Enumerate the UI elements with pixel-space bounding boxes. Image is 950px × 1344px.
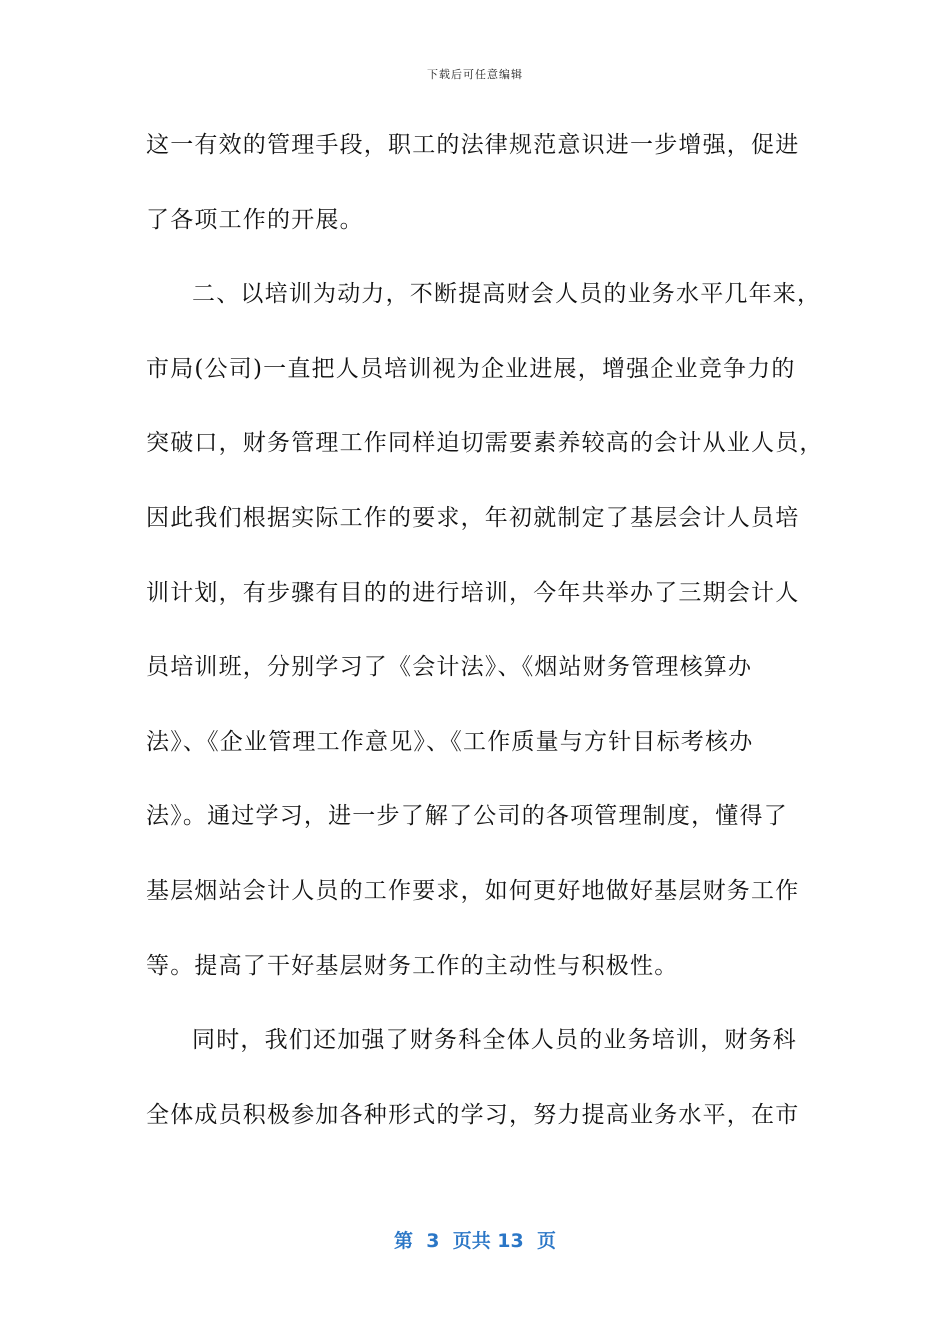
paragraph-start-line: 二、以培训为动力，不断提高财会人员的业务水平几年来，	[192, 281, 822, 308]
text-line: 员培训班，分别学习了《会计法》、《烟站财务管理核算办	[146, 654, 753, 681]
page-header: 下载后可任意编辑	[427, 68, 523, 81]
text-line: 了各项工作的开展。	[146, 206, 364, 233]
text-line: 因此我们根据实际工作的要求，年初就制定了基层会计人员培	[146, 504, 800, 531]
paragraph-start-line: 同时，我们还加强了财务科全体人员的业务培训，财务科	[192, 1027, 797, 1054]
document-body	[146, 119, 824, 1163]
text-line: 突破口，财务管理工作同样迫切需要素养较高的会计从业人员，	[146, 430, 824, 457]
text-line: 这一有效的管理手段，职工的法律规范意识进一步增强，促进	[146, 132, 800, 158]
text-line: 全体成员积极参加各种形式的学习，努力提高业务水平，在市	[146, 1101, 800, 1128]
text-line: 法》、《企业管理工作意见》、《工作质量与方针目标考核办	[146, 728, 754, 755]
page-number-footer: 第 3 页共 13 页	[394, 1230, 556, 1252]
text-line: 法》。通过学习，进一步了解了公司的各项管理制度，懂得了	[146, 803, 788, 830]
text-line: 训计划，有步骤有目的的进行培训，今年共举办了三期会计人	[146, 579, 800, 606]
text-line: 等。提高了干好基层财务工作的主动性与积极性。	[146, 952, 679, 979]
text-line: 市局(公司)一直把人员培训视为企业进展，增强企业竞争力的	[146, 355, 796, 382]
text-line: 基层烟站会计人员的工作要求，如何更好地做好基层财务工作	[146, 877, 800, 904]
